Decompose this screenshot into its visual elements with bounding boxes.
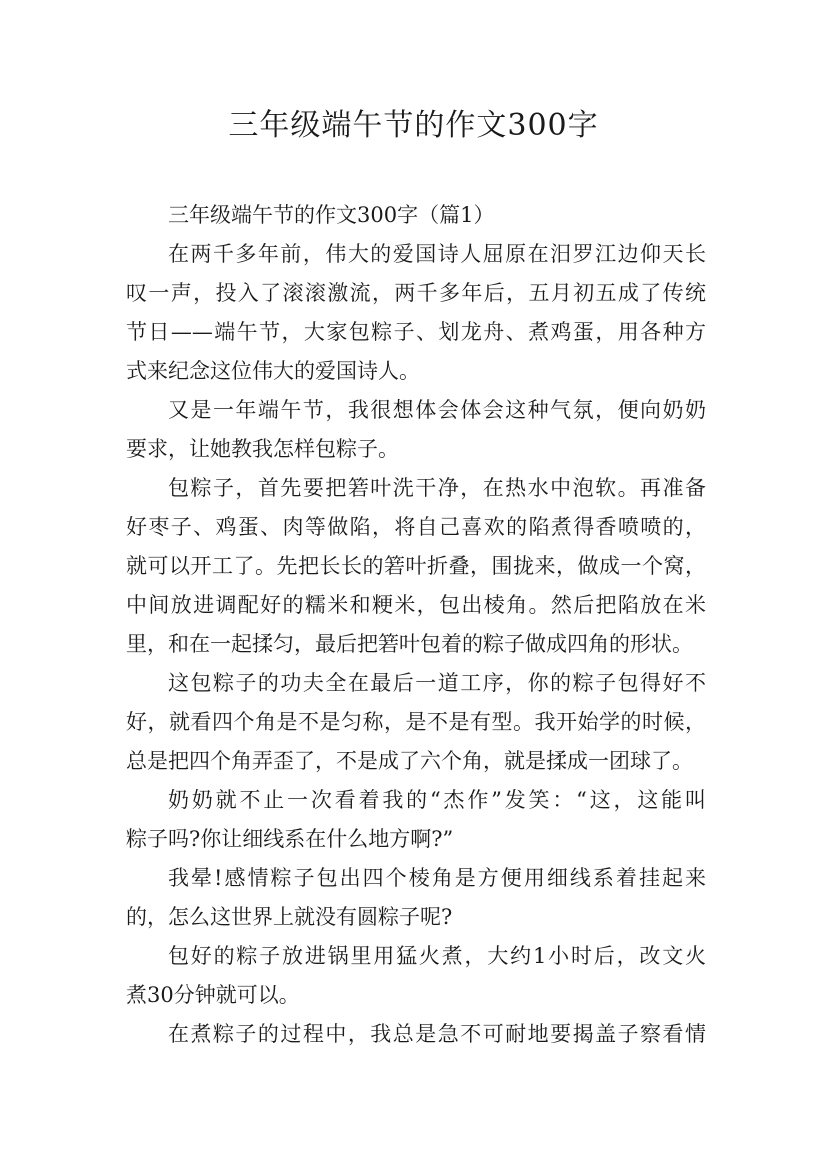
text-line: 粽子吗?你让细线系在什么地方啊?” bbox=[126, 827, 454, 851]
text-line: 中间放进调配好的糯米和粳米，包出棱角。然后把陷放在米 bbox=[126, 593, 706, 617]
text-line: 奶奶就不止一次看着我的“杰作”发笑：“这，这能叫 bbox=[168, 788, 706, 812]
text-line: 又是一年端午节，我很想体会体会这种气氛，便向奶奶 bbox=[168, 398, 706, 422]
text-line: 包粽子，首先要把箬叶洗干净，在热水中泡软。再准备 bbox=[168, 476, 706, 500]
text-line: 好，就看四个角是不是匀称，是不是有型。我开始学的时候， bbox=[126, 710, 706, 734]
text-line: 的，怎么这世界上就没有圆粽子呢? bbox=[126, 905, 453, 929]
text-line: 在煮粽子的过程中，我总是急不可耐地要揭盖子察看情 bbox=[168, 1022, 706, 1046]
text-line: 里，和在一起揉匀，最后把箬叶包着的粽子做成四角的形状。 bbox=[126, 632, 693, 656]
text-line: 叹一声，投入了滚滚激流，两千多年后，五月初五成了传统 bbox=[126, 281, 706, 305]
text-line: 节日——端午节，大家包粽子、划龙舟、煮鸡蛋，用各种方 bbox=[126, 320, 706, 344]
text-line: 这包粽子的功夫全在最后一道工序，你的粽子包得好不 bbox=[168, 671, 706, 695]
document-title: 三年级端午节的作文300字 bbox=[228, 108, 599, 143]
text-line: 总是把四个角弄歪了，不是成了六个角，就是揉成一团球了。 bbox=[126, 749, 693, 773]
text-line: 式来纪念这位伟大的爱国诗人。 bbox=[126, 359, 420, 383]
text-line: 我晕!感情粽子包出四个棱角是方便用细线系着挂起来 bbox=[168, 866, 706, 890]
text-line: 在两千多年前，伟大的爱国诗人屈原在汨罗江边仰天长 bbox=[168, 242, 706, 266]
text-line: 就可以开工了。先把长长的箬叶折叠，围拢来，做成一个窝， bbox=[126, 554, 706, 578]
text-line: 煮30分钟就可以。 bbox=[126, 983, 300, 1007]
document-body bbox=[126, 196, 706, 1054]
section-heading: 三年级端午节的作文300字（篇1） bbox=[168, 203, 495, 227]
text-line: 包好的粽子放进锅里用猛火煮，大约1小时后，改文火 bbox=[168, 944, 706, 968]
text-line: 好枣子、鸡蛋、肉等做陷，将自己喜欢的陷煮得香喷喷的， bbox=[126, 515, 706, 539]
text-line: 要求，让她教我怎样包粽子。 bbox=[126, 437, 399, 461]
